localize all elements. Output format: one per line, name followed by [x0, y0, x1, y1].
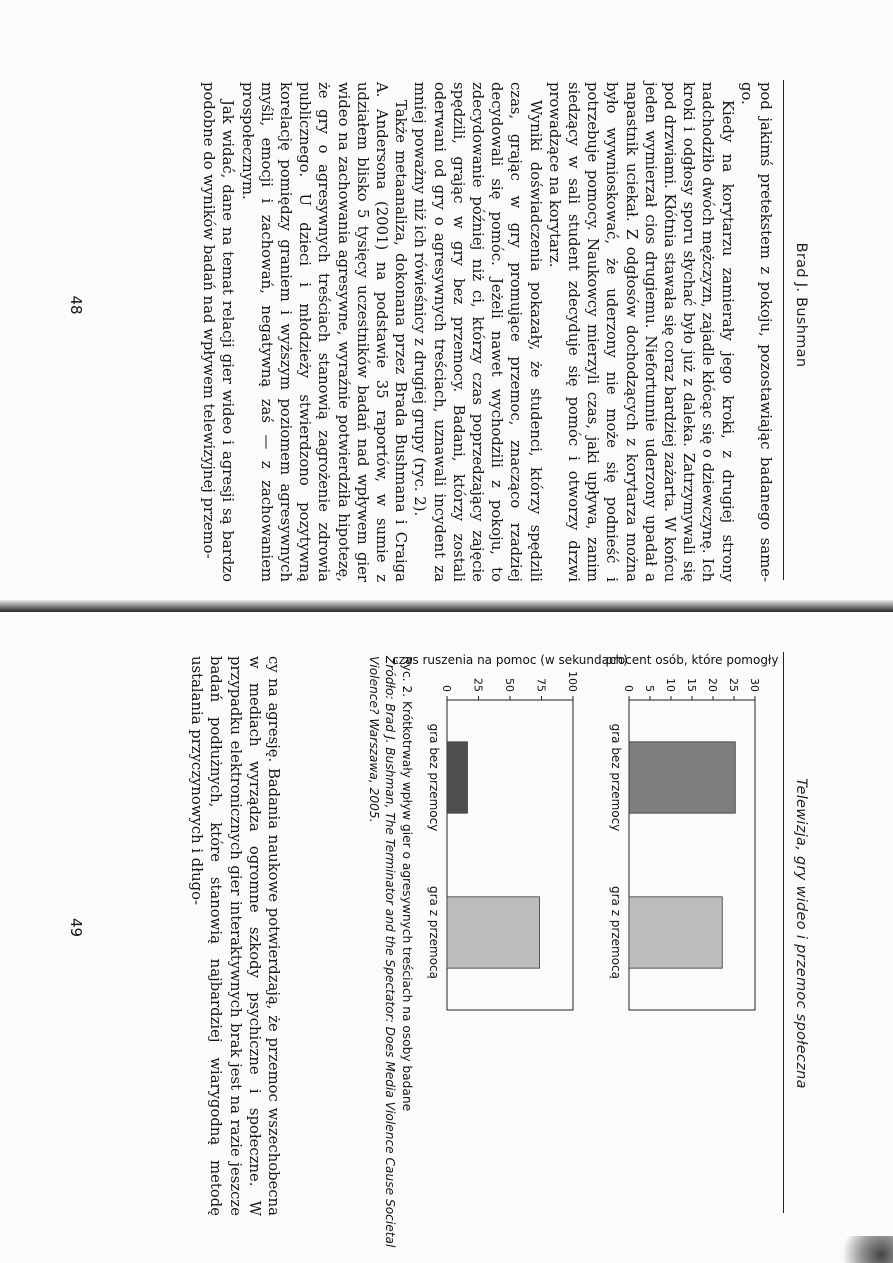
- x-category-label: gra z przemocą: [427, 885, 441, 980]
- running-header: Brad J. Bushman: [793, 242, 809, 368]
- page-number: 49: [67, 917, 85, 938]
- header-rule: [783, 80, 784, 580]
- paragraph: Wyniki doświadczenia pokazały, że studenci, którzy spędzili czas, grając w gry promujące przemoc, znacząco rzadziej decydowali się pomóc. Jeżeli nawet wychodzili z pokoju, to zdecydowanie później niż ci, którzy czas poprzedzający zajęcie spędzili, grając w gry bez przemocy. Badani, którzy zostali oderwani od gry o agresywnych treściach, uznawali incydent za mniej poważny niż ich rówieśnicy z drugiej grupy (ryc. 2).: [411, 82, 544, 582]
- y-tick-label: 10: [664, 678, 677, 692]
- y-axis-title: procent osób, które pomogły: [605, 653, 779, 667]
- x-category-label: gra bez przemocy: [427, 723, 441, 832]
- y-tick-label: 30: [748, 678, 761, 692]
- scan-edge-shadow: [833, 1236, 893, 1263]
- caption-text: Ryc. 2. Krótkotrwały wpływ gier o agresywnych treściach na osoby badane: [400, 656, 414, 1112]
- y-axis-title: czas ruszenia na pomoc (w sekundach): [392, 653, 628, 667]
- bar: [447, 742, 467, 813]
- figure-caption: [366, 656, 416, 1248]
- bar: [629, 742, 735, 813]
- paragraph: Kiedy na korytarzu zamierały jego kroki, z drugiej strony nadchodziło dwóch mężczyzn, zajadle kłócąc się o dziewczynę. Ich kroki i odgłosy sporu słychać było już z daleka. Zatrzymywali się pod drzwiami. Kłótnia stawała się coraz bardziej zażarta. W końcu jeden wymierzał cios drugiemu. Niefortunnie uderzony upadał a napastnik uciekał. Z odgłosów dochodzących z korytarza można było wywnioskować, że uderzony nie może się podnieść i potrzebuje pomocy. Naukowcy mierzyli czas, jaki upływa, zanim siedzący w sali student zdecyduje się pomóc i otworzy drzwi prowadzące na korytarz.: [545, 82, 736, 582]
- y-tick-label: 15: [685, 678, 698, 692]
- paragraph: pod jakimś pretekstem z pokoju, pozostawiając badanego same-go.: [737, 82, 774, 582]
- right-page: [0, 612, 893, 1263]
- header-rule: [783, 652, 784, 1213]
- y-tick-label: 100: [566, 671, 579, 692]
- y-tick-label: 50: [503, 678, 516, 692]
- left-page: [0, 0, 893, 610]
- running-header: Telewizja, gry wideo i przemoc społeczna: [793, 778, 809, 1089]
- x-category-label: gra bez przemocy: [609, 723, 623, 832]
- paragraph: Jak widać, dane na temat relacji gier wideo i agresji są bardzo podobne do wyników badań nad wpływem telewizyjnej przemo-: [200, 82, 237, 582]
- bar-chart: [605, 652, 779, 1032]
- page-number: 48: [67, 295, 85, 315]
- chart-helped-percent: [601, 652, 779, 1032]
- left-text-column: [199, 82, 775, 582]
- y-tick-label: 5: [643, 685, 656, 692]
- paragraph: cy na agresję. Badania naukowe potwierdzają, że przemoc wszechobecna w mediach wyrządza ogromne szkody psychiczne i społeczne. W przypadku elektronicznych gier interaktywnych brak jest na razie jeszcze badań podłużnych, które stanowią najbardziej wiarygodną metodę ustalania przyczynowych i długo-: [188, 656, 282, 1216]
- bar: [447, 897, 539, 968]
- y-tick-label: 25: [727, 678, 740, 692]
- x-category-label: gra z przemocą: [609, 885, 623, 980]
- y-tick-label: 0: [622, 685, 635, 692]
- y-tick-label: 25: [471, 678, 485, 692]
- bar: [629, 897, 722, 968]
- paragraph: Także metaanaliza, dokonana przez Brada Bushmana i Craiga A. Andersona (2001) na podstawie 35 raportów, w sumie z udziałem blisko 5 tysięcy uczestników badań nad wpływem gier wideo na zachowania agresywne, wyraźnie potwierdziła hipotezę, że gry o agresywnych treściach stanowią zagrożenie zdrowia publicznego. U dzieci i młodzieży stwierdzono pozytywną korelację pomiędzy graniem i wyższym poziomem agresywnych myśli, emocji i zachowań, negatywną zaś — z zachowaniem prospołecznym.: [238, 82, 410, 582]
- y-tick-label: 20: [706, 678, 719, 692]
- right-text-column: [187, 656, 283, 1216]
- caption-source: Źródło: Brad J. Bushman, The Terminator and the Spectator: Does Media Violence Cause Societal Violence? Warszawa, 2005.: [367, 656, 398, 1248]
- y-tick-label: 75: [534, 678, 548, 692]
- y-tick-label: 0: [440, 685, 453, 692]
